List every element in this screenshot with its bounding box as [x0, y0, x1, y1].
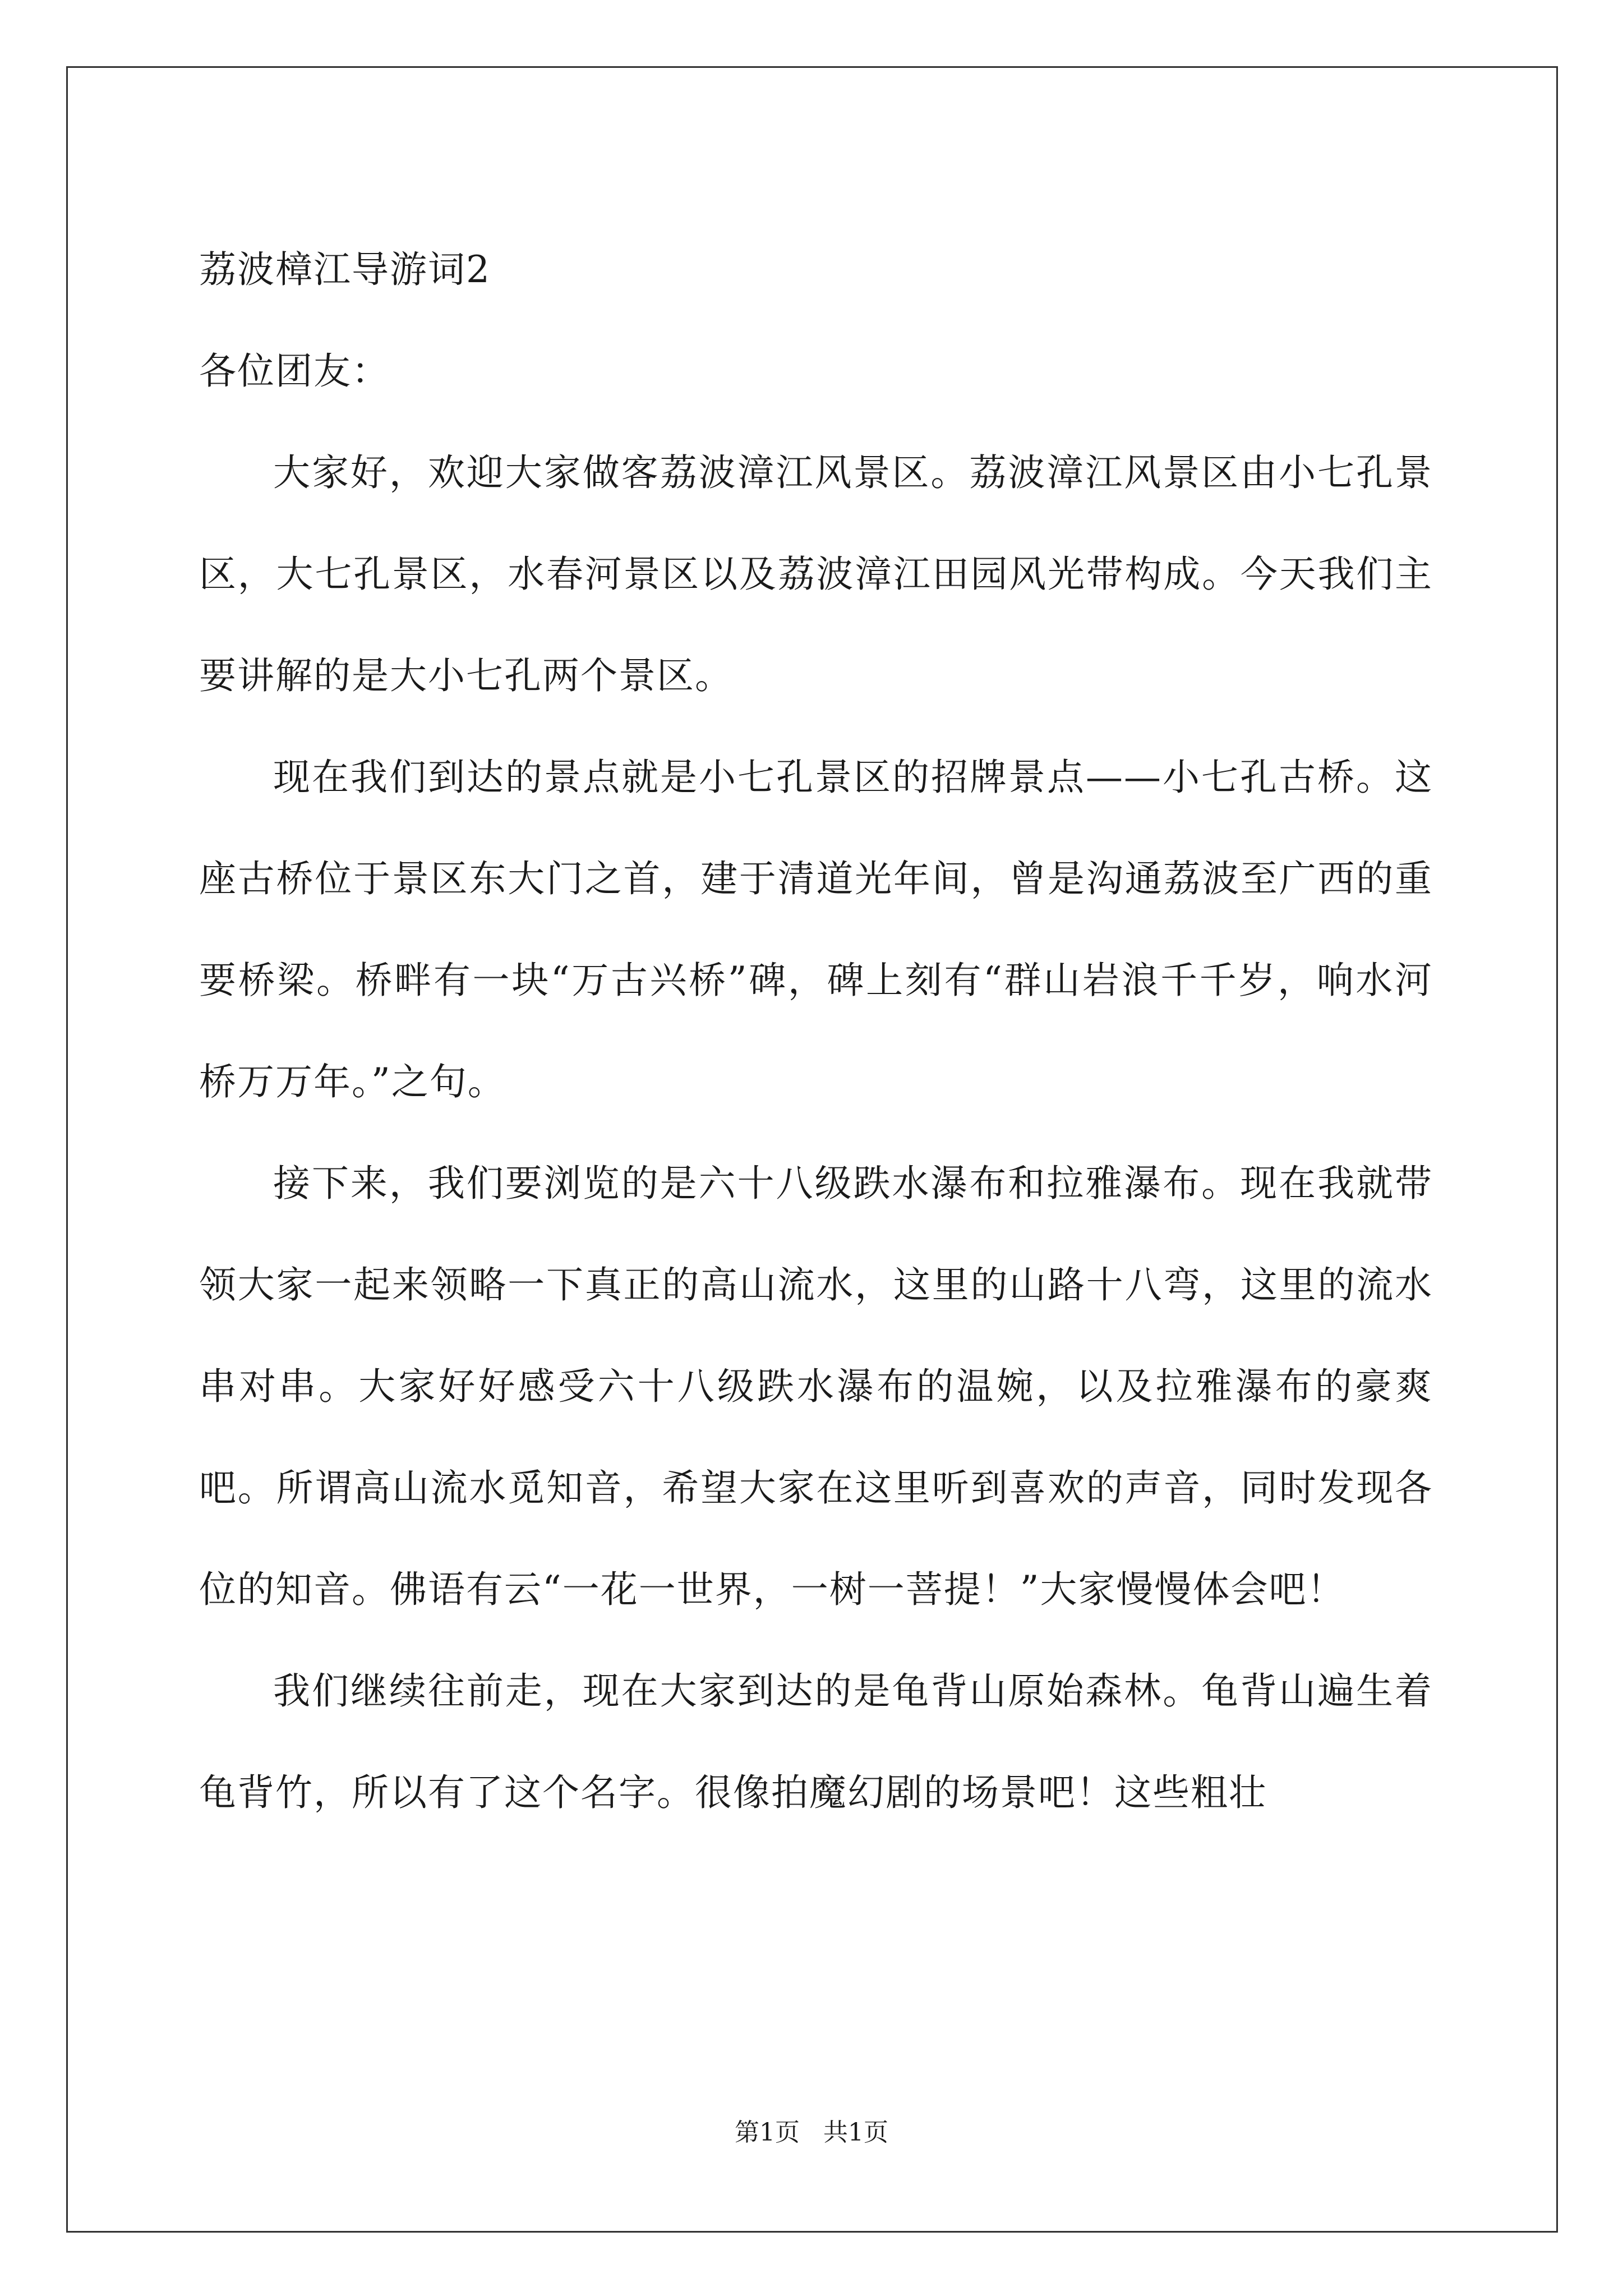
paragraph-2: 现在我们到达的景点就是小七孔景区的招牌景点——小七孔古桥。这座古桥位于景区东大门之首，建于清道光年间，曾是沟通荔波至广西的重要桥梁。桥畔有一块“万古兴桥”碑，碑上刻有“群山岩浪千千岁，响水河桥万万年。”之句。	[199, 756, 1433, 1103]
page-total: 共1页	[823, 2118, 888, 2147]
page-footer	[0, 2116, 1623, 2150]
document-title: 荔波樟江导游词2	[199, 248, 491, 291]
paragraph-3: 接下来，我们要浏览的是六十八级跌水瀑布和拉雅瀑布。现在我就带领大家一起来领略一下真正的高山流水，这里的山路十八弯，这里的流水串对串。大家好好感受六十八级跌水瀑布的温婉，以及拉雅瀑布的豪爽吧。所谓高山流水觅知音，希望大家在这里听到喜欢的声音，同时发现各位的知音。佛语有云“一花一世界，一树一菩提！”大家慢慢体会吧！	[199, 1162, 1433, 1611]
document-body	[199, 219, 1433, 1843]
paragraph-1: 大家好，欢迎大家做客荔波漳江风景区。荔波漳江风景区由小七孔景区，大七孔景区，水春河景区以及荔波漳江田园风光带构成。今天我们主要讲解的是大小七孔两个景区。	[199, 451, 1433, 697]
page-number: 第1页	[735, 2118, 800, 2147]
paragraph-4: 我们继续往前走，现在大家到达的是龟背山原始森林。龟背山遍生着龟背竹，所以有了这个名字。很像拍魔幻剧的场景吧！这些粗壮	[199, 1669, 1433, 1814]
salutation: 各位团友：	[199, 349, 390, 393]
